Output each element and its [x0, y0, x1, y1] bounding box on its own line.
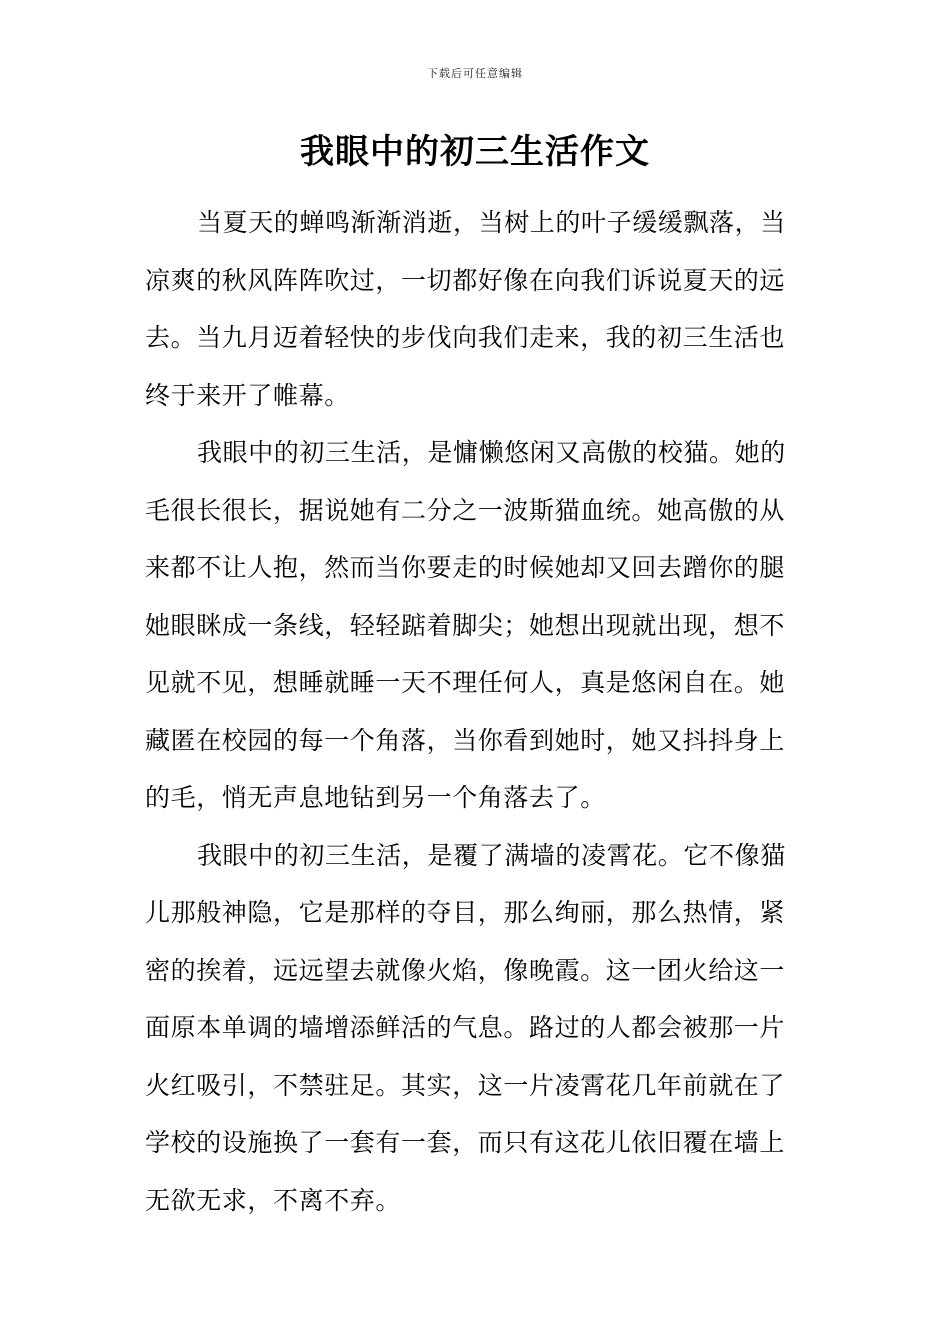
paragraph-3-line-2: 儿那般神隐，它是那样的夺目，那么绚丽，那么热情，紧 — [145, 898, 786, 927]
paragraph-1-line-4: 终于来开了帷幕。 — [145, 380, 350, 410]
document-title: 我眼中的初三生活作文 — [300, 132, 650, 172]
paragraph-2-line-2: 毛很长很长，据说她有二分之一波斯猫血统。她高傲的从 — [145, 495, 786, 525]
header-note: 下载后可任意编辑 — [427, 67, 523, 80]
paragraph-3-line-6: 学校的设施换了一套有一套，而只有这花儿依旧覆在墙上 — [145, 1128, 786, 1157]
paragraph-2-line-7: 的毛，悄无声息地钻到另一个角落去了。 — [145, 783, 606, 812]
paragraph-3-line-4: 面原本单调的墙增添鲜活的气息。路过的人都会被那一片 — [145, 1013, 786, 1042]
paragraph-1-line-2: 凉爽的秋风阵阵吹过，一切都好像在向我们诉说夏天的远 — [145, 265, 786, 295]
paragraph-2-line-1: 我眼中的初三生活，是慵懒悠闲又高傲的校猫。她的 — [197, 438, 786, 467]
paragraph-1-line-3: 去。当九月迈着轻快的步伐向我们走来，我的初三生活也 — [145, 323, 786, 352]
paragraph-3-line-7: 无欲无求，不离不弃。 — [145, 1185, 402, 1215]
paragraph-2-line-6: 藏匿在校园的每一个角落，当你看到她时，她又抖抖身上 — [145, 725, 786, 755]
paragraph-3-line-5: 火红吸引，不禁驻足。其实，这一片凌霄花几年前就在了 — [145, 1070, 786, 1100]
paragraph-2-line-3: 来都不让人抱，然而当你要走的时候她却又回去蹭你的腿 — [145, 553, 786, 582]
paragraph-1-line-1: 当夏天的蝉鸣渐渐消逝，当树上的叶子缓缓飘落，当 — [197, 208, 786, 237]
paragraph-2-line-4: 她眼眯成一条线，轻轻踮着脚尖；她想出现就出现，想不 — [145, 610, 786, 640]
paragraph-3-line-3: 密的挨着，远远望去就像火焰，像晚霞。这一团火给这一 — [145, 955, 786, 985]
document-body — [145, 194, 810, 1229]
paragraph-3-line-1: 我眼中的初三生活，是覆了满墙的凌霄花。它不像猫 — [197, 840, 786, 870]
paragraph-2-line-5: 见就不见，想睡就睡一天不理任何人，真是悠闲自在。她 — [145, 668, 786, 697]
